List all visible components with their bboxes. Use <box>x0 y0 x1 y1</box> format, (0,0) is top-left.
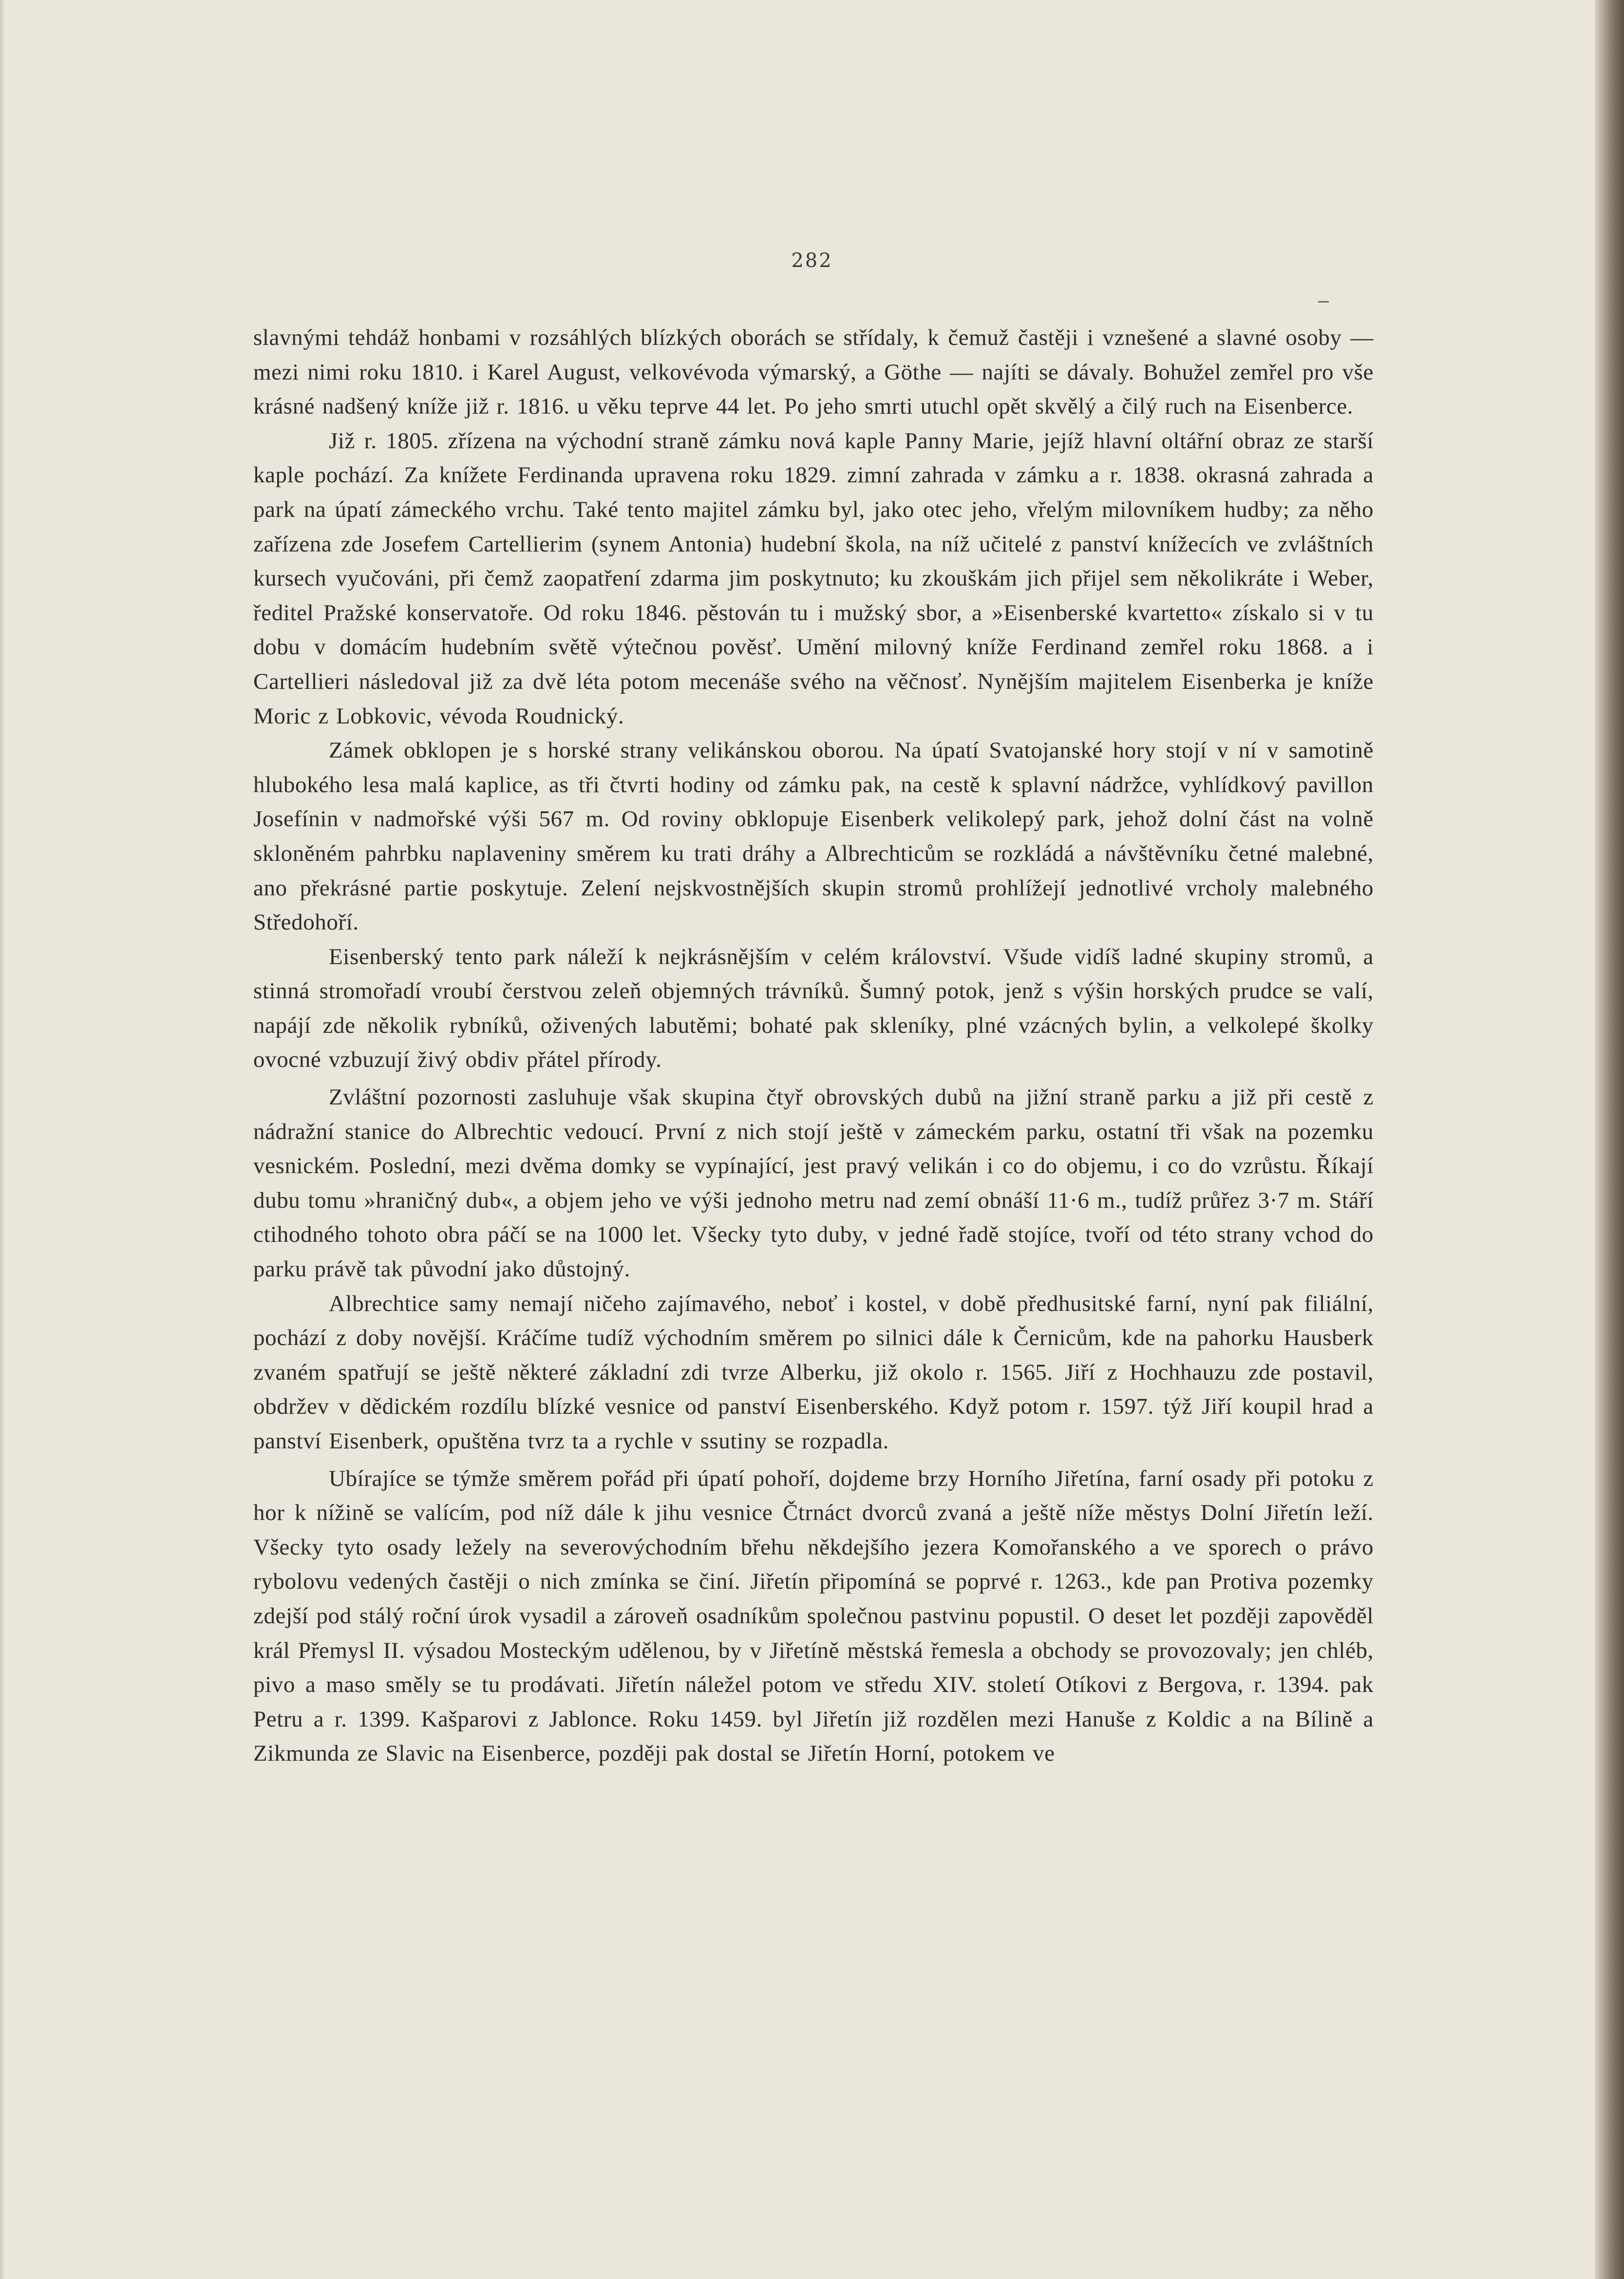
paragraph-4: Eisenberský tento park náleží k nejkrásnějším v celém království. Všude vidíš ladné skupiny stromů, a stinná stromořadí vroubí čerstvou zeleň objemných trávníků. Šumný potok, jenž s výšin horských prudce se valí, napájí zde několik rybníků, oživených labutěmi; bohaté pak skleníky, plné vzácných bylin, a velkolepé školky ovocné vzbuzují živý obdiv přátel přírody. <box>253 944 1374 1073</box>
paragraph-5: Zvláštní pozornosti zasluhuje však skupina čtyř obrovských dubů na jižní straně parku a již při cestě z nádražní stanice do Albrechtic vedoucí. První z nich stojí ještě v zámeckém parku, ostatní tři však na pozemku vesnickém. Poslední, mezi dvěma domky se vypínající, jest pravý velikán i co do objemu, i co do vzrůstu. Říkají dubu tomu »hraničný dub«, a objem jeho ve výši jednoho metru nad zemí obnáší 11·6 m., tudíž průřez 3·7 m. Stáří ctihodného tohoto obra páčí se na 1000 let. Všecky tyto duby, v jedné řadě stojíce, tvoří od této strany vchod do parku právě tak původní jako důstojný. <box>253 1084 1374 1282</box>
binding-shadow <box>1595 0 1624 2279</box>
paragraph-1: slavnými tehdáž honbami v rozsáhlých blízkých oborách se střídaly, k čemuž častěji i vznešené a slavné osoby — mezi nimi roku 1810. i Karel August, velkovévoda výmarský, a Göthe — najíti se dávaly. Bohužel zemřel pro vše krásné nadšený kníže již r. 1816. u věku teprve 44 let. Po jeho smrti utuchl opět skvělý a čilý ruch na Eisenberce. <box>253 325 1374 419</box>
page-number: 282 <box>791 249 833 272</box>
paragraph-7: Ubírajíce se týmže směrem pořád při úpatí pohoří, dojdeme brzy Horního Jiřetína, farní osady při potoku z hor k nížině se valícím, pod níž dále k jihu vesnice Čtrnáct dvorců zvaná a ještě níže městys Dolní Jiřetín leží. Všecky tyto osady ležely na severovýchodním břehu někdejšího jezera Komořanského a ve sporech o právo rybolovu vedených častěji o nich zmínka se činí. Jiřetín připomíná se poprvé r. 1263., kde pan Protiva pozemky zdejší pod stálý roční úrok vysadil a zároveň osadníkům společnou pastvinu popustil. O deset let později zapověděl král Přemysl II. výsadou Mosteckým udělenou, by v Jiřetíně městská řemesla a obchody se provozovaly; jen chléb, pivo a maso směly se tu prodávati. Jiřetín náležel potom ve středu XIV. století Otíkovi z Bergova, r. 1394. pak Petru a r. 1399. Kašparovi z Jablonce. Roku 1459. byl Jiřetín již rozdělen mezi Hanuše z Koldic a na Bílině a Zikmunda ze Slavic na Eisenberce, později pak dostal se Jiřetín Horní, potokem ve <box>253 1465 1374 1766</box>
paragraph-6: Albrechtice samy nemají ničeho zajímavého, neboť i kostel, v době předhusitské farní, nyní pak filiální, pochází z doby novější. Kráčíme tudíž východním směrem po silnici dále k Černicům, kde na pahorku Hausberk zvaném spatřují se ještě některé základní zdi tvrze Alberku, již okolo r. 1565. Jiří z Hochhauzu zde postavil, obdržev v dědickém rozdílu blízké vesnice od panství Eisenberského. Když potom r. 1597. týž Jiří koupil hrad a panství Eisenberk, opuštěna tvrz ta a rychle v ssutiny se rozpadla. <box>253 1291 1374 1454</box>
print-mark <box>1318 301 1329 303</box>
body-text <box>253 321 1374 1771</box>
paragraph-2: Již r. 1805. zřízena na východní straně zámku nová kaple Panny Marie, jejíž hlavní oltářní obraz ze starší kaple pochází. Za knížete Ferdinanda upravena roku 1829. zimní zahrada v zámku a r. 1838. okrasná zahrada a park na úpatí zámeckého vrchu. Také tento majitel zámku byl, jako otec jeho, vřelým milovníkem hudby; za něho zařízena zde Josefem Cartellierim (synem Antonia) hudební škola, na níž učitelé z panství knížecích ve zvláštních kursech vyučováni, při čemž zaopatření zdarma jim poskytnuto; ku zkouškám jich přijel sem několikráte i Weber, ředitel Pražské konservatoře. Od roku 1846. pěstován tu i mužský sbor, a »Eisenberské kvartetto« získalo si v tu dobu v domácím hudebním světě výtečnou pověsť. Umění milovný kníže Ferdinand zemřel roku 1868. a i Cartellieri následoval již za dvě léta potom mecenáše svého na věčnosť. Nynějším majitelem Eisenberka je kníže Moric z Lobkovic, vévoda Roudnický. <box>253 428 1374 729</box>
paragraph-3: Zámek obklopen je s horské strany velikánskou oborou. Na úpatí Svatojanské hory stojí v ní v samotině hlubokého lesa malá kaplice, as tři čtvrti hodiny od zámku pak, na cestě k splavní nádržce, vyhlídkový pavillon Josefínin v nadmořské výši 567 m. Od roviny obklopuje Eisenberk velikolepý park, jehož dolní část na volně skloněném pahrbku naplaveniny směrem ku trati dráhy a Albrechticům se rozkládá a návštěvníku četné malebné, ano překrásné partie poskytuje. Zelení nejskvostnějších skupin stromů prohlížejí jednotlivé vrcholy malebného Středohoří. <box>253 738 1374 935</box>
page-edge-shadow <box>0 0 5 2279</box>
